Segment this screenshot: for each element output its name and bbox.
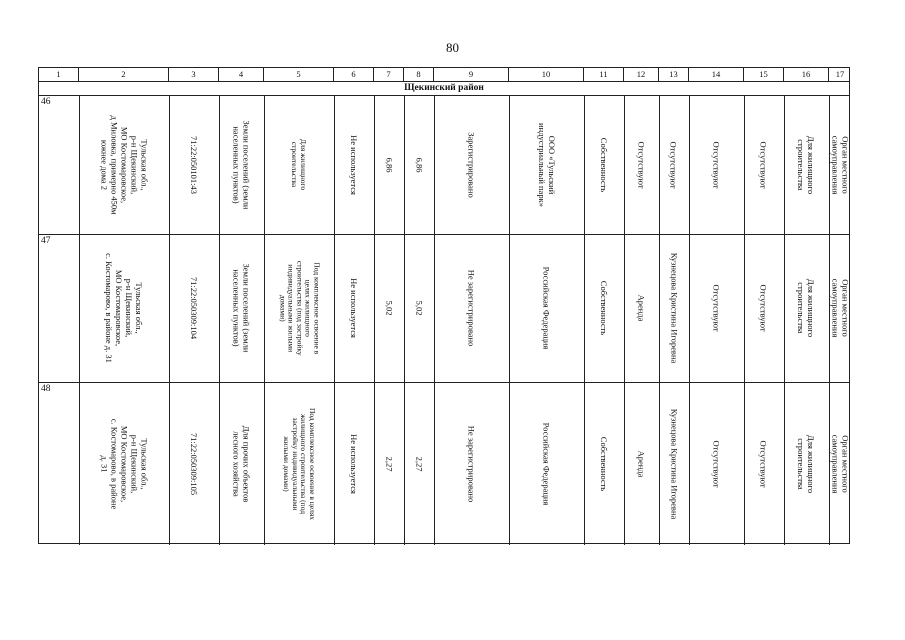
table-cell-col-15 bbox=[744, 382, 784, 545]
column-number-14: 14 bbox=[689, 68, 744, 81]
cell-text: Орган местного самоуправления bbox=[830, 278, 851, 338]
cell-text: Для жилищного строительства bbox=[796, 135, 817, 194]
table-cell-col-10 bbox=[509, 95, 584, 234]
table-cell-col-7 bbox=[374, 234, 404, 382]
cell-text: Тульская обл., р-н Щекинский, МО Костомаровское, д Миловка, примерно 450м южнее дома 2 bbox=[99, 115, 150, 214]
table-cell-col-6 bbox=[334, 382, 374, 545]
cell-text: 5,02 bbox=[384, 300, 394, 316]
cell-text: Орган местного самоуправления bbox=[830, 135, 851, 194]
table-cell-col-5 bbox=[264, 95, 334, 234]
cell-text: Для жилищного строительства bbox=[290, 138, 309, 191]
cell-text: Не зарегистрировано bbox=[466, 425, 477, 502]
cell-text: Отсутствуют bbox=[669, 140, 680, 189]
table-cell-col-10 bbox=[509, 234, 584, 382]
column-number-9: 9 bbox=[434, 68, 509, 81]
cell-text: 5,02 bbox=[414, 300, 424, 316]
table-cell-col-6 bbox=[334, 234, 374, 382]
cell-text: 2,27 bbox=[414, 456, 424, 471]
column-number-13: 13 bbox=[659, 68, 689, 81]
table-cell-col-16 bbox=[784, 95, 829, 234]
registry-table bbox=[38, 67, 850, 544]
table-cell-col-9 bbox=[434, 234, 509, 382]
table-cell-col-17 bbox=[829, 382, 851, 545]
cell-text: Отсутствуют bbox=[711, 284, 722, 332]
column-number-1: 1 bbox=[39, 68, 79, 81]
cell-text: Собственность bbox=[599, 436, 609, 491]
cell-text: Земли поселений (земли населенных пунктов) bbox=[231, 263, 252, 353]
table-cell-col-15 bbox=[744, 95, 784, 234]
cell-text: ООО «Тульский индустриальный парк» bbox=[536, 122, 557, 207]
table-cell-col-14 bbox=[689, 234, 744, 382]
cell-text: Отсутствуют bbox=[636, 140, 647, 189]
column-number-16: 16 bbox=[784, 68, 829, 81]
table-cell-col-7 bbox=[374, 95, 404, 234]
table-cell-col-13 bbox=[659, 382, 689, 545]
table-cell-col-11 bbox=[584, 234, 624, 382]
table-cell-col-5 bbox=[264, 382, 334, 545]
column-number-11: 11 bbox=[584, 68, 624, 81]
table-cell-col-4 bbox=[219, 95, 264, 234]
table-cell-col-2 bbox=[79, 95, 169, 234]
cell-text: 71:22:050309:104 bbox=[189, 276, 199, 340]
cell-text: Российская Федерация bbox=[541, 422, 552, 505]
table-cell-col-6 bbox=[334, 95, 374, 234]
district-title: Щекинский район bbox=[404, 83, 484, 93]
table-cell-col-17 bbox=[829, 234, 851, 382]
cell-text: 6,86 bbox=[414, 157, 424, 172]
table-cell-col-12 bbox=[624, 234, 659, 382]
cell-text: Тульская обл., р-н Щекинский, МО Костомаровское, с. Костомарово, в районе д. 31 bbox=[104, 253, 145, 363]
column-number-17: 17 bbox=[835, 69, 845, 79]
cell-text: Отсутствуют bbox=[759, 284, 770, 332]
cell-text: Собственность bbox=[599, 137, 609, 192]
column-number-10: 10 bbox=[509, 68, 584, 81]
table-cell-col-8 bbox=[404, 382, 434, 545]
table-cell-col-4 bbox=[219, 234, 264, 382]
cell-text: 71:22:050101:43 bbox=[189, 135, 199, 194]
table-cell-col-9 bbox=[434, 95, 509, 234]
table-cell-col-4 bbox=[219, 382, 264, 545]
table-cell-col-12 bbox=[624, 382, 659, 545]
cell-text: Аренда bbox=[636, 294, 647, 322]
table-cell-col-2 bbox=[79, 382, 169, 545]
column-number-2: 2 bbox=[79, 68, 169, 81]
cell-text: Под комплексное освоение в целях жилищного строительства (под застройку индивидуальными жилыми домами) bbox=[278, 260, 322, 356]
cell-text: Аренда bbox=[636, 450, 647, 477]
table-cell-col-7 bbox=[374, 382, 404, 545]
cell-text: Зарегистрировано bbox=[466, 131, 477, 198]
column-number-3: 3 bbox=[169, 68, 219, 81]
table-cell-col-11 bbox=[584, 95, 624, 234]
cell-text: 2,27 bbox=[384, 456, 394, 471]
cell-text: Российская Федерация bbox=[541, 266, 552, 350]
cell-text: Не используется bbox=[349, 433, 360, 494]
cell-text: Земли поселений (земли населенных пунктов) bbox=[231, 120, 252, 209]
table-cell-col-13 bbox=[659, 95, 689, 234]
cell-text: Отсутствуют bbox=[759, 439, 770, 488]
cell-text: Для жилищного строительства bbox=[796, 434, 817, 493]
table-cell-col-17 bbox=[829, 95, 851, 234]
table-cell-col-10 bbox=[509, 382, 584, 545]
table-cell-col-11 bbox=[584, 382, 624, 545]
cell-text: 6,86 bbox=[384, 157, 394, 172]
table-cell-col-8 bbox=[404, 95, 434, 234]
cell-text: 71:22:050309:105 bbox=[189, 432, 199, 495]
table-cell-col-16 bbox=[784, 234, 829, 382]
row-number: 47 bbox=[41, 236, 51, 246]
table-cell-col-16 bbox=[784, 382, 829, 545]
table-cell-col-14 bbox=[689, 382, 744, 545]
cell-text: Не используется bbox=[349, 134, 360, 195]
column-number-5: 5 bbox=[264, 68, 334, 81]
table-cell-col-8 bbox=[404, 234, 434, 382]
table-cell-col-12 bbox=[624, 95, 659, 234]
cell-text: Орган местного самоуправления bbox=[830, 434, 851, 493]
cell-text: Собственность bbox=[599, 280, 609, 336]
cell-text: Не используется bbox=[349, 278, 360, 338]
cell-text: Отсутствуют bbox=[711, 140, 722, 189]
cell-text: Для прочих объектов лесного хозяйства bbox=[231, 425, 252, 502]
page-number: 80 bbox=[446, 40, 459, 55]
cell-text: Отсутствуют bbox=[711, 439, 722, 488]
table-cell-col-5 bbox=[264, 234, 334, 382]
cell-text: Кузнецова Кристина Игоревна bbox=[669, 252, 679, 364]
table-cell-col-14 bbox=[689, 95, 744, 234]
column-number-12: 12 bbox=[624, 68, 659, 81]
cell-text: Под комплексное освоение в целях жилищного строительства (под застройку индивидуальными жилыми домами) bbox=[282, 407, 318, 520]
table-cell-col-15 bbox=[744, 234, 784, 382]
cell-text: Не зарегистрировано bbox=[466, 269, 477, 347]
table-cell-col-3 bbox=[169, 234, 219, 382]
table-cell-col-9 bbox=[434, 382, 509, 545]
table-cell-col-3 bbox=[169, 382, 219, 545]
cell-text: Отсутствуют bbox=[759, 140, 770, 189]
cell-text: Тульская обл., р-н Щекинский, МО Костомаровское, с. Костомарово, в районе д. 31 bbox=[99, 418, 149, 509]
cell-text: Кузнецова Кристина Игоревна bbox=[669, 408, 679, 519]
column-number-8: 8 bbox=[404, 68, 434, 81]
row-number: 46 bbox=[41, 97, 51, 107]
table-cell-col-3 bbox=[169, 95, 219, 234]
column-number-6: 6 bbox=[334, 68, 374, 81]
row-number: 48 bbox=[41, 384, 51, 394]
cell-text: Для жилищного строительства bbox=[796, 278, 817, 338]
column-number-4: 4 bbox=[219, 68, 264, 81]
table-cell-col-13 bbox=[659, 234, 689, 382]
table-cell-col-2 bbox=[79, 234, 169, 382]
column-number-7: 7 bbox=[374, 68, 404, 81]
column-number-15: 15 bbox=[744, 68, 784, 81]
